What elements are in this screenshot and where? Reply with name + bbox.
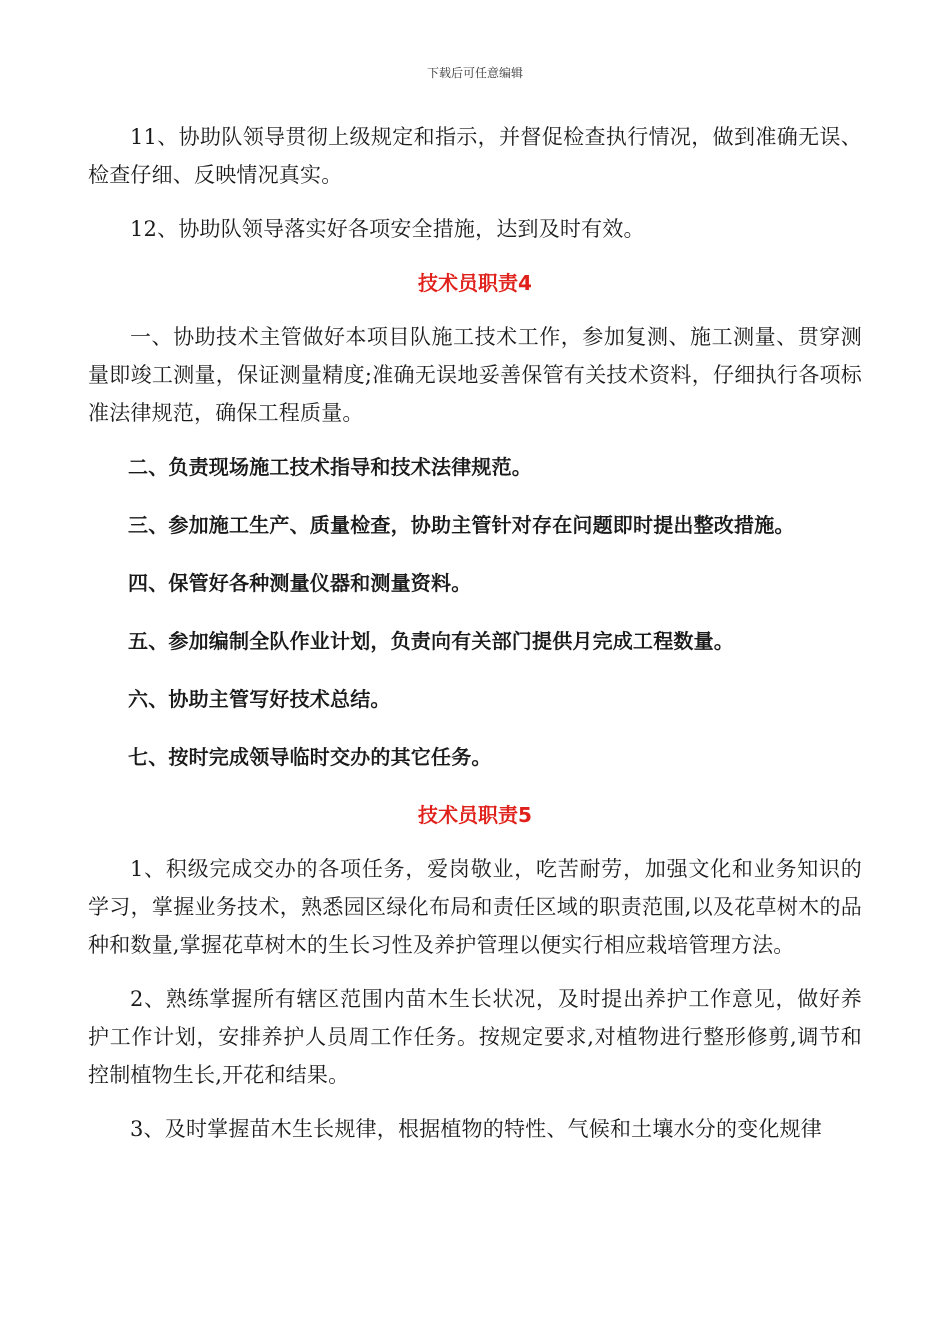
bold-item-3: 三、参加施工生产、质量检查，协助主管针对存在问题即时提出整改措施。 — [128, 513, 795, 537]
paragraph-duty-2: 2、熟练掌握所有辖区范围内苗木生长状况，及时提出养护工作意见，做好养护工作计划，安排养护人员周工作任务。按规定要求,对植物进行整形修剪,调节和控制植物生长,开花和结果。 — [88, 987, 862, 1087]
page-header: 下载后可任意编辑 — [426, 66, 523, 80]
section-title-5: 技术员职责5 — [418, 803, 532, 827]
paragraph-duty-1: 1、积级完成交办的各项任务，爱岗敬业，吃苦耐劳，加强文化和业务知识的学习，掌握业务技术，熟悉园区绿化布局和责任区域的职责范围,以及花草树木的品种和数量,掌握花草树木的生长习性及养护管理以便实行相应栽培管理方法。 — [88, 857, 862, 957]
bold-item-2: 二、负责现场施工技术指导和技术法律规范。 — [128, 455, 532, 479]
paragraph-duty-3: 3、及时掌握苗木生长规律，根据植物的特性、气候和土壤水分的变化规律 — [130, 1117, 822, 1141]
document-body — [88, 118, 862, 1164]
section-title-4: 技术员职责4 — [418, 271, 532, 295]
bold-item-6: 六、协助主管写好技术总结。 — [128, 687, 391, 711]
bold-item-4: 四、保管好各种测量仪器和测量资料。 — [128, 571, 472, 595]
paragraph-item-1: 一、协助技术主管做好本项目队施工技术工作，参加复测、施工测量、贯穿测量即竣工测量，保证测量精度;准确无误地妥善保管有关技术资料，仔细执行各项标准法律规范，确保工程质量。 — [88, 325, 862, 425]
bold-item-5: 五、参加编制全队作业计划，负责向有关部门提供月完成工程数量。 — [128, 629, 734, 653]
bold-item-7: 七、按时完成领导临时交办的其它任务。 — [128, 745, 492, 769]
paragraph-12: 12、协助队领导落实好各项安全措施，达到及时有效。 — [130, 217, 645, 241]
paragraph-11: 11、协助队领导贯彻上级规定和指示，并督促检查执行情况，做到准确无误、检查仔细、反映情况真实。 — [88, 125, 862, 187]
